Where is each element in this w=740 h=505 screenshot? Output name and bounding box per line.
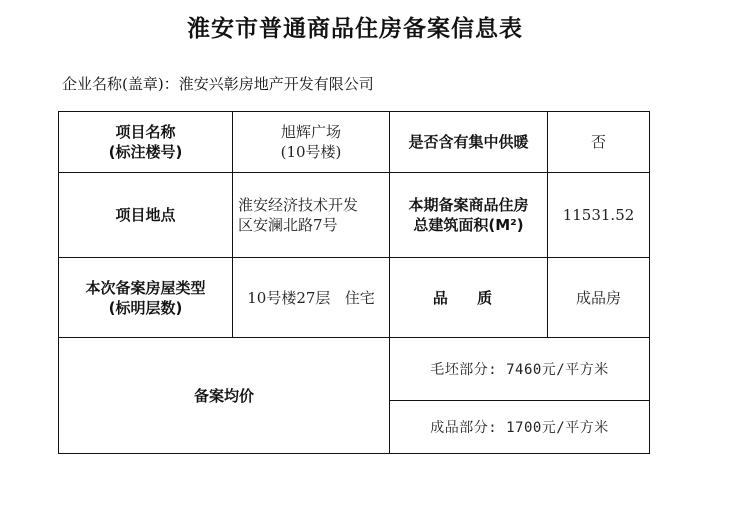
quality-value: 成品房 <box>548 258 650 338</box>
house-type-label-line1: 本次备案房屋类型 <box>85 278 206 297</box>
central-heating-value: 否 <box>548 112 650 173</box>
central-heating-label: 是否含有集中供暖 <box>390 112 548 173</box>
project-name-label <box>59 112 233 173</box>
finished-price-value: 成品部分: 1700元/平方米 <box>430 419 609 436</box>
table-row-house-type <box>59 258 650 338</box>
project-name-value <box>233 112 390 173</box>
document-title: 淮安市普通商品住房备案信息表 <box>187 16 523 42</box>
total-floor-area-value: 11531.52 <box>548 173 650 258</box>
project-name-value-line1: 旭辉广场 <box>280 123 341 141</box>
project-location-label: 项目地点 <box>59 173 233 258</box>
total-floor-area-label <box>390 173 548 258</box>
rough-price-cell <box>390 338 650 401</box>
table-row-project-location <box>59 173 650 258</box>
project-name-label-line2: (标注楼号) <box>108 143 183 161</box>
project-location-value <box>233 173 390 258</box>
finished-price-cell <box>390 401 650 454</box>
project-location-value-line1: 淮安经济技术开发 <box>238 196 359 214</box>
company-name-line: 企业名称(盖章)：淮安兴彰房地产开发有限公司 <box>62 75 374 93</box>
house-type-label-line2: (标明层数) <box>108 298 183 317</box>
house-type-label <box>59 258 233 338</box>
project-location-value-line2: 区安澜北路7号 <box>238 216 338 234</box>
rough-price-value: 毛坯部分: 7460元/平方米 <box>430 361 609 378</box>
table-row-avg-price-rough <box>59 338 650 401</box>
filing-info-table <box>58 111 650 454</box>
house-type-value: 10号楼27层 住宅 <box>233 258 390 338</box>
average-price-label: 备案均价 <box>59 338 390 454</box>
project-name-label-line1: 项目名称 <box>115 123 176 141</box>
quality-label: 品 质 <box>390 258 548 338</box>
total-floor-area-label-line2: 总建筑面积(M²) <box>413 216 524 234</box>
total-floor-area-label-line1: 本期备案商品住房 <box>408 196 529 214</box>
table-row-project-name <box>59 112 650 173</box>
project-name-value-line2: (10号楼) <box>280 143 342 161</box>
